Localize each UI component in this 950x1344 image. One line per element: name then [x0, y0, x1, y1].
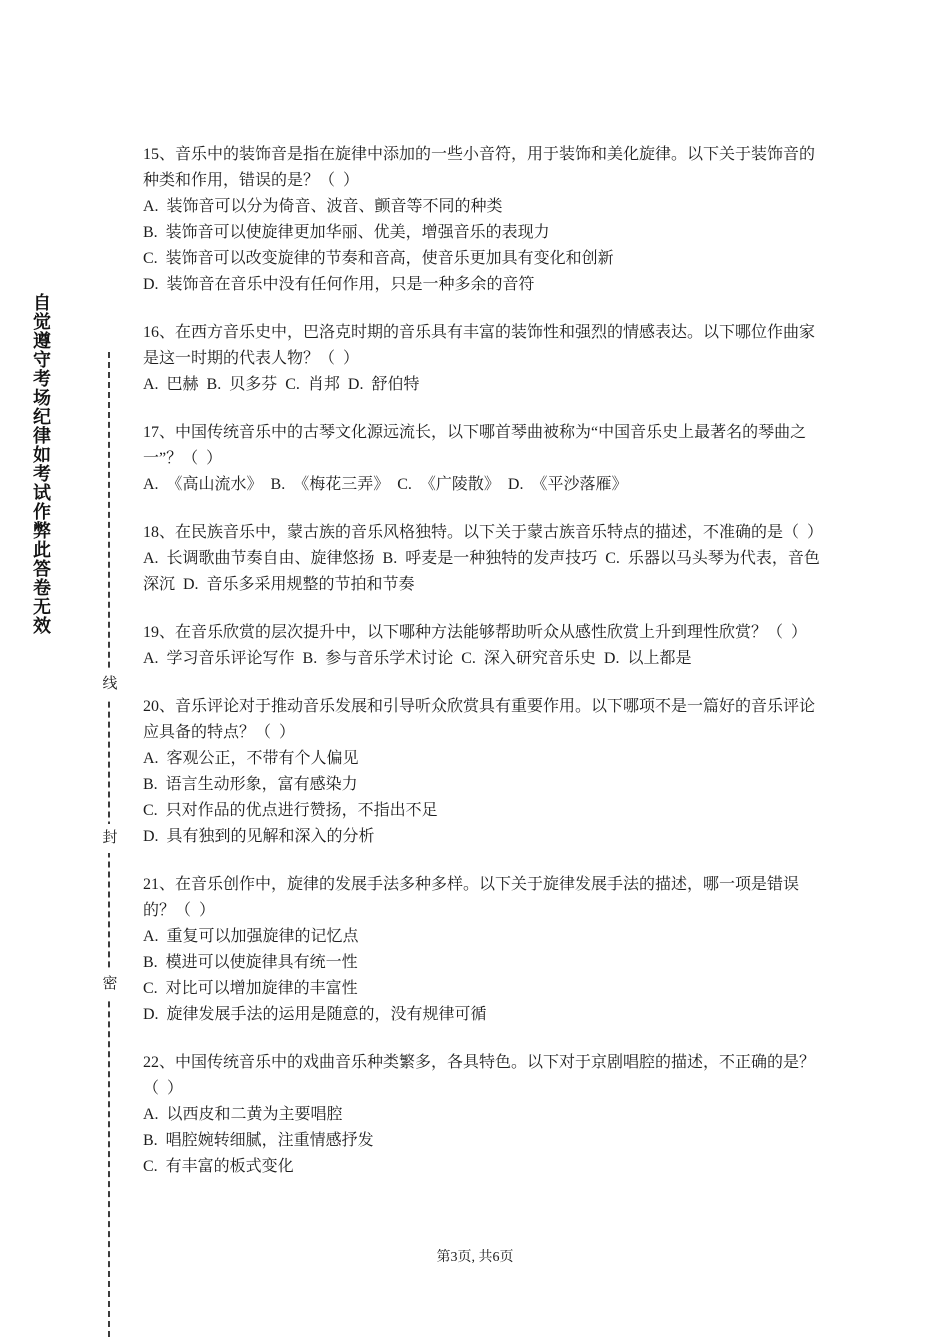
question-18-stem: 18、在民族音乐中，蒙古族的音乐风格独特。以下关于蒙古族音乐特点的描述，不准确的是（ ）	[143, 524, 824, 541]
question-20-stem: 20、音乐评论对于推动音乐发展和引导听众欣赏具有重要作用。以下哪项不是一篇好的音乐评论应具备的特点？（ ）	[143, 698, 816, 741]
question-21-stem: 21、在音乐创作中，旋律的发展手法多种多样。以下关于旋律发展手法的描述，哪一项是错误的？（ ）	[143, 876, 800, 919]
question-22	[143, 1050, 821, 1180]
question-15-option-d: D. 装饰音在音乐中没有任何作用，只是一种多余的音符	[143, 276, 535, 293]
question-22-option-a: A. 以西皮和二黄为主要唱腔	[143, 1106, 343, 1123]
question-20-option-d: D. 具有独到的见解和深入的分析	[143, 828, 375, 845]
question-19	[143, 620, 821, 672]
question-21	[143, 872, 821, 1028]
question-15	[143, 142, 821, 298]
question-22-option-c: C. 有丰富的板式变化	[143, 1158, 294, 1175]
question-21-option-d: D. 旋律发展手法的运用是随意的，没有规律可循	[143, 1006, 487, 1023]
question-19-options-inline: A. 学习音乐评论写作 B. 参与音乐学术讨论 C. 深入研究音乐史 D. 以上都是	[143, 650, 692, 667]
seal-char-xian: 线	[99, 670, 121, 699]
question-20-option-c: C. 只对作品的优点进行赞扬，不指出不足	[143, 802, 438, 819]
question-16-stem: 16、在西方音乐史中，巴洛克时期的音乐具有丰富的装饰性和强烈的情感表达。以下哪位作曲家是这一时期的代表人物？（ ）	[143, 324, 816, 367]
seal-line	[102, 352, 118, 1337]
question-16	[143, 320, 821, 398]
question-22-option-b: B. 唱腔婉转细腻，注重情感抒发	[143, 1132, 374, 1149]
question-15-option-c: C. 装饰音可以改变旋律的节奏和音高，使音乐更加具有变化和创新	[143, 250, 614, 267]
question-18-options-inline: A. 长调歌曲节奏自由、旋律悠扬 B. 呼麦是一种独特的发声技巧 C. 乐器以马头琴为代表，音色深沉 D. 音乐多采用规整的节拍和节奏	[143, 550, 820, 593]
seal-char-mi: 密	[99, 970, 121, 999]
question-22-stem: 22、中国传统音乐中的戏曲音乐种类繁多，各具特色。以下对于京剧唱腔的描述，不正确的是？（ ）	[143, 1054, 816, 1097]
question-15-option-a: A. 装饰音可以分为倚音、波音、颤音等不同的种类	[143, 198, 503, 215]
question-17-stem: 17、中国传统音乐中的古琴文化源远流长，以下哪首琴曲被称为“中国音乐史上最著名的琴曲之一”？（ ）	[143, 424, 807, 467]
seal-char-feng: 封	[99, 824, 121, 853]
question-17-options-inline: A. 《高山流水》 B. 《梅花三弄》 C. 《广陵散》 D. 《平沙落雁》	[143, 476, 628, 493]
page-footer: 第3页, 共6页	[436, 1250, 514, 1265]
question-20-option-b: B. 语言生动形象，富有感染力	[143, 776, 358, 793]
question-15-stem: 15、音乐中的装饰音是指在旋律中添加的一些小音符，用于装饰和美化旋律。以下关于装饰音的种类和作用，错误的是？（ ）	[143, 146, 816, 189]
question-20-option-a: A. 客观公正，不带有个人偏见	[143, 750, 359, 767]
question-20	[143, 694, 821, 850]
question-18	[143, 520, 824, 598]
question-15-option-b: B. 装饰音可以使旋律更加华丽、优美，增强音乐的表现力	[143, 224, 550, 241]
question-21-option-c: C. 对比可以增加旋律的丰富性	[143, 980, 358, 997]
question-17	[143, 420, 821, 498]
question-column	[143, 142, 824, 1202]
question-21-option-a: A. 重复可以加强旋律的记忆点	[143, 928, 359, 945]
question-21-option-b: B. 模进可以使旋律具有统一性	[143, 954, 358, 971]
question-16-options-inline: A. 巴赫 B. 贝多芬 C. 肖邦 D. 舒伯特	[143, 376, 420, 393]
exam-discipline-vertical-text: 自觉遵守考场纪律如考试作弊此答卷无效	[31, 293, 51, 635]
question-19-stem: 19、在音乐欣赏的层次提升中，以下哪种方法能够帮助听众从感性欣赏上升到理性欣赏？（ ）	[143, 624, 808, 641]
